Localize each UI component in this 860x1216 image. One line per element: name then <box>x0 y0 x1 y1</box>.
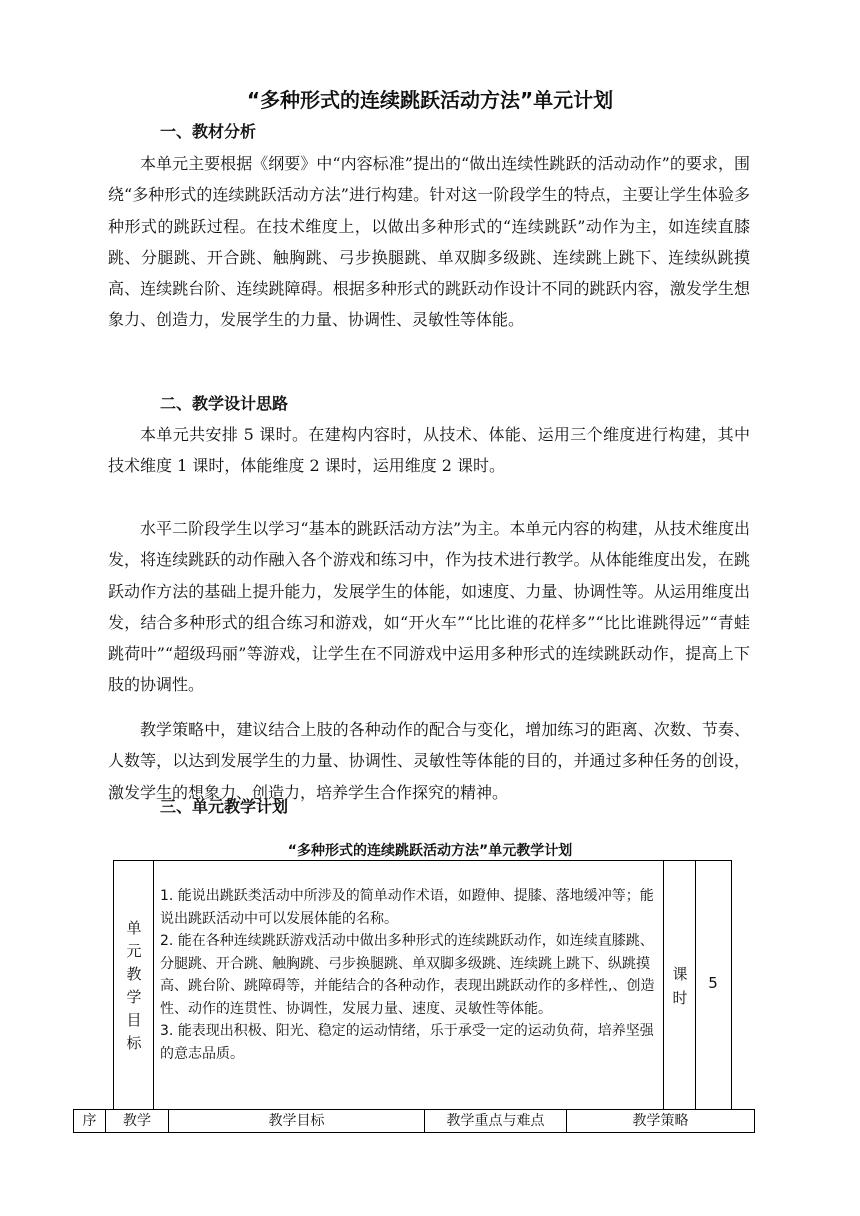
paragraph-design-3: 教学策略中，建议结合上肢的各种动作的配合与变化，增加练习的距离、次数、节奏、人数等，以达到发展学生的力量、协调性、灵敏性等体能的目的，并通过多种任务的创设，激发学生的想象力、创造力，培养学生合作探究的精神。 <box>108 720 750 802</box>
paragraph-design-2: 水平二阶段学生以学习“基本的跳跃活动方法”为主。本单元内容的构建，从技术维度出发，将连续跳跃的动作融入各个游戏和练习中，作为技术进行教学。从体能维度出发，在跳跃动作方法的基础上提升能力，发展学生的体能，如速度、力量、协调性等。从运用维度出发，结合多种形式的组合练习和游戏，如“开火车”“比比谁的花样多”“比比谁跳得远”“青蛙跳荷叶”“超级玛丽”等游戏，让学生在不同游戏中运用多种形式的连续跳跃动作，提高上下肢的协调性。 <box>108 519 750 695</box>
header-cell-objectives: 教学目标 <box>268 1113 325 1129</box>
section-heading-design: 二、教学设计思路 <box>160 394 289 413</box>
goal-label-char: 学 <box>126 988 142 1006</box>
table-divider <box>153 860 154 1110</box>
goal-label-char: 单 <box>126 919 142 937</box>
goal-item: 3. 能表现出积极、阳光、稳定的运动情绪，乐于承受一定的运动负荷，培养坚强的意志品质。 <box>160 1023 654 1062</box>
table-caption: “多种形式的连续跳跃活动方法”单元教学计划 <box>287 843 573 859</box>
unit-goal-label <box>116 917 152 1055</box>
goal-label-char: 目 <box>126 1011 142 1029</box>
hours-value: 5 <box>708 974 718 992</box>
page-title: “多种形式的连续跳跃活动方法”单元计划 <box>246 88 614 112</box>
unit-goals <box>160 885 660 1065</box>
goal-item: 1. 能说出跳跃类活动中所涉及的简单动作术语，如蹬伸、提膝、落地缓冲等；能说出跳跃活动中可以发展体能的名称。 <box>160 888 654 927</box>
table-divider <box>663 860 664 1110</box>
header-cell-teaching: 教学 <box>123 1113 151 1129</box>
paragraph-design-1: 本单元共安排 5 课时。在建构内容时，从技术、体能、运用三个维度进行构建，其中技术维度 1 课时，体能维度 2 课时，运用维度 2 课时。 <box>108 425 750 476</box>
hours-label-char: 课 <box>672 965 688 983</box>
header-cell-key-points: 教学重点与难点 <box>446 1113 545 1129</box>
header-cell-strategy: 教学策略 <box>632 1113 689 1129</box>
section-heading-analysis: 一、教材分析 <box>160 122 257 141</box>
goal-item: 2. 能在各种连续跳跃游戏活动中做出多种形式的连续跳跃动作，如连续直膝跳、分腿跳、开合跳、触胸跳、弓步换腿跳、单双脚多级跳、连续跳上跳下、纵跳摸高、跳台阶、跳障碍等，并能结合的各种动作，表现出跳跃动作的多样性,、创造性、动作的连贯性、协调性，发展力量、速度、灵敏性等体能。 <box>160 933 655 1017</box>
hours-label <box>666 962 694 1010</box>
goal-label-char: 元 <box>126 942 142 960</box>
section-heading-plan: 三、单元教学计划 <box>160 797 289 816</box>
goal-label-char: 教 <box>126 965 142 983</box>
goal-label-char: 标 <box>126 1034 142 1052</box>
header-cell-index: 序 <box>82 1113 97 1129</box>
paragraph-analysis: 本单元主要根据《纲要》中“内容标准”提出的“做出连续性跳跃的活动动作”的要求，围绕“多种形式的连续跳跃活动方法”进行构建。针对这一阶段学生的特点，主要让学生体验多种形式的跳跃过程。在技术维度上，以做出多种形式的“连续跳跃”动作为主，如连续直膝跳、分腿跳、开合跳、触胸跳、弓步换腿跳、单双脚多级跳、连续跳上跳下、连续纵跳摸高、连续跳台阶、连续跳障碍。根据多种形式的跳跃动作设计不同的跳跃内容，激发学生想象力、创造力，发展学生的力量、协调性、灵敏性等体能。 <box>108 154 750 330</box>
hours-label-char: 时 <box>672 989 688 1007</box>
